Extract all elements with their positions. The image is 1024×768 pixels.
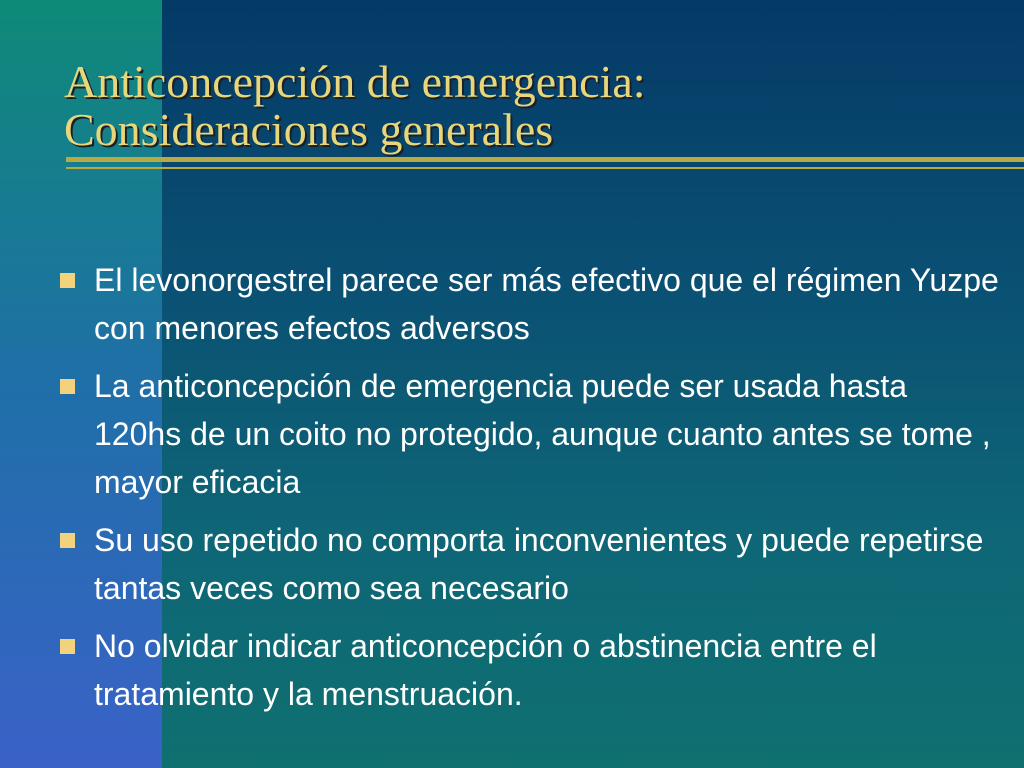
bullet-item <box>60 362 1000 506</box>
bullet-text: El levonorgestrel parece ser más efectivo que el régimen Yuzpe con menores efectos adversos <box>94 262 999 346</box>
bullet-item <box>60 516 1000 612</box>
bullet-text: Su uso repetido no comporta inconvenientes y puede repetirse tantas veces como sea necesario <box>94 522 984 606</box>
bullet-text: No olvidar indicar anticoncepción o abstinencia entre el tratamiento y la menstruación. <box>94 628 877 712</box>
square-bullet-icon <box>60 639 75 654</box>
title-underline-thin <box>66 167 1024 169</box>
square-bullet-icon <box>60 273 75 288</box>
square-bullet-icon <box>60 533 75 548</box>
bullet-list <box>60 256 1000 728</box>
bullet-item <box>60 622 1000 718</box>
title-line-1: Anticoncepción de emergencia: <box>64 56 646 107</box>
bullet-text: La anticoncepción de emergencia puede ser usada hasta 120hs de un coito no protegido, aunque cuanto antes se tome , mayor eficacia <box>94 368 991 500</box>
slide-title <box>64 58 1004 154</box>
bullet-item <box>60 256 1000 352</box>
square-bullet-icon <box>60 379 75 394</box>
title-underline-thick <box>66 157 1024 162</box>
title-line-2: Consideraciones generales <box>64 104 554 155</box>
